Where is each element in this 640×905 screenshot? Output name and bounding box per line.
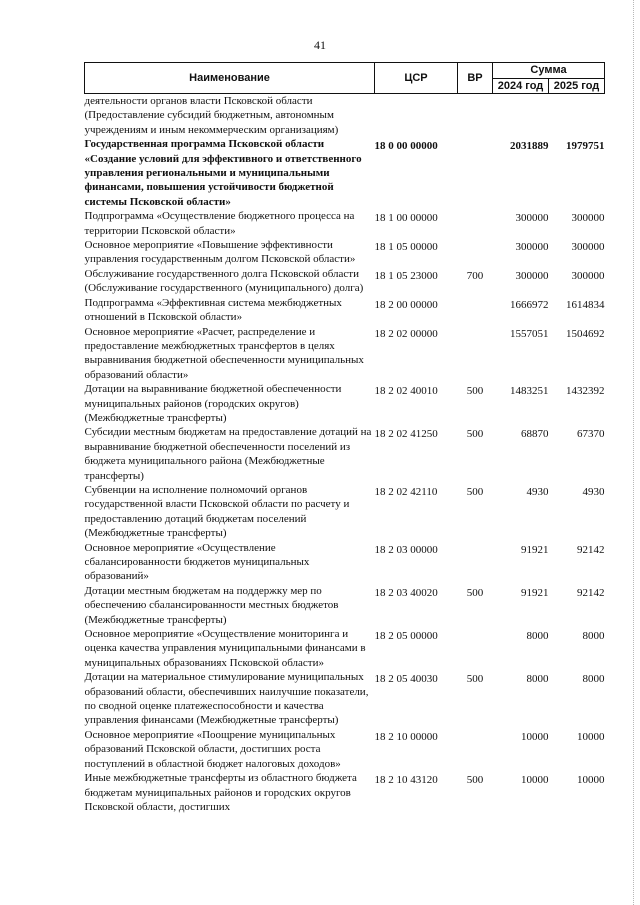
row-vr: 700: [466, 269, 484, 282]
table-row: [85, 296, 605, 325]
row-amount-2024: 8000: [526, 630, 549, 643]
row-amount-2025: [549, 94, 605, 138]
row-name: деятельности органов власти Псковской области (Предоставление субсидий бюджетным, автономным учреждениям и иным некоммерческим организациям): [84, 95, 339, 136]
row-vr: [458, 541, 493, 584]
row-csr: [375, 94, 458, 138]
table-row: [85, 325, 605, 383]
row-vr: [458, 209, 493, 238]
row-vr: [458, 627, 493, 670]
row-name: Субсидии местным бюджетам на предоставление дотаций на выравнивание бюджетной обеспеченности поселений из бюджета муниципального района (Межбюджетные трансферты): [84, 426, 372, 482]
table-row: [85, 670, 605, 728]
row-csr: 18 2 05 00000: [374, 630, 438, 643]
row-amount-2025: 92142: [577, 543, 605, 556]
table-row: [85, 94, 605, 138]
row-vr: [458, 94, 493, 138]
row-csr: 18 1 00 00000: [374, 212, 438, 225]
budget-sheet: [84, 62, 604, 814]
row-amount-2025: 67370: [577, 428, 605, 441]
row-amount-2025: 10000: [577, 730, 605, 743]
row-amount-2024: 300000: [515, 241, 549, 254]
row-csr: 18 2 00 00000: [374, 298, 438, 311]
table-row: [85, 483, 605, 541]
row-name: Иные межбюджетные трансферты из областного бюджета бюджетам муниципальных районов и городских округов Псковской области, достигших: [84, 772, 357, 813]
row-name: Основное мероприятие «Осуществление мониторинга и оценка качества управления муниципальными финансами в муниципальных образованиях Псковской области»: [84, 628, 366, 669]
row-name: Обслуживание государственного долга Псковской области (Обслуживание государственного (муниципального) долга): [84, 267, 364, 295]
row-amount-2025: 1979751: [566, 140, 605, 153]
row-amount-2024: 10000: [521, 774, 549, 787]
row-vr: [458, 296, 493, 325]
row-name: Государственная программа Псковской области «Создание условий для эффективного и ответственного управления региональными и муниципальными финансами, повышения устойчивости бюджетной системы Псковской области»: [84, 138, 362, 208]
row-vr: 500: [466, 774, 484, 787]
row-amount-2025: 1504692: [566, 327, 605, 340]
row-vr: [458, 728, 493, 771]
row-vr: 500: [466, 428, 484, 441]
row-amount-2024: 1483251: [510, 385, 549, 398]
row-amount-2025: 300000: [571, 269, 605, 282]
table-row: [85, 627, 605, 670]
row-amount-2025: 8000: [582, 630, 605, 643]
row-amount-2025: 8000: [582, 673, 605, 686]
row-vr: [458, 137, 493, 209]
table-row: [85, 382, 605, 425]
row-amount-2024: 91921: [521, 543, 549, 556]
table-row: [85, 584, 605, 627]
header-csr: ЦСР: [375, 63, 458, 94]
header-name: Наименование: [85, 63, 375, 94]
row-amount-2024: 300000: [515, 212, 549, 225]
row-amount-2025: 4930: [582, 485, 605, 498]
row-amount-2025: 92142: [577, 586, 605, 599]
row-vr: [458, 238, 493, 267]
table-row: [85, 541, 605, 584]
row-vr: 500: [466, 673, 484, 686]
table-body: [85, 94, 605, 815]
row-amount-2024: 10000: [521, 730, 549, 743]
row-csr: 18 2 03 40020: [374, 586, 438, 599]
header-vr: ВР: [458, 63, 493, 94]
row-csr: 18 2 03 00000: [374, 543, 438, 556]
page-edge-line: [633, 0, 635, 905]
row-amount-2024: 1557051: [510, 327, 549, 340]
header-sum: Сумма: [493, 63, 605, 79]
row-name: Дотации на материальное стимулирование муниципальных образований области, обеспечивших наилучшие показатели, по сводной оценке платежеспособности и качества управления финансами (Межбюджетные трансферты): [84, 671, 369, 727]
row-name: Дотации местным бюджетам на поддержку мер по обеспечению сбалансированности местных бюджетов (Межбюджетные трансферты): [84, 584, 339, 626]
row-amount-2024: 300000: [515, 269, 549, 282]
row-csr: 18 2 02 42110: [374, 485, 438, 498]
row-csr: 18 2 10 00000: [374, 730, 438, 743]
row-vr: 500: [466, 485, 484, 498]
table-row: [85, 771, 605, 814]
row-csr: 18 2 02 00000: [374, 327, 438, 340]
row-name: Основное мероприятие «Поощрение муниципальных образований Псковской области, достигших роста поступлений в областной бюджет налоговых доходов»: [84, 728, 341, 770]
row-amount-2024: [493, 94, 549, 138]
table-row: [85, 238, 605, 267]
page-number: 41: [314, 38, 326, 52]
table-row: [85, 425, 605, 483]
row-vr: 500: [466, 385, 484, 398]
row-amount-2024: 68870: [521, 428, 549, 441]
row-csr: 18 2 10 43120: [374, 774, 438, 787]
row-csr: 18 1 05 23000: [374, 269, 438, 282]
header-year-2025: 2025 год: [549, 78, 605, 94]
row-amount-2025: 10000: [577, 774, 605, 787]
row-amount-2024: 4930: [526, 485, 549, 498]
table-header: [85, 63, 605, 94]
row-name: Подпрограмма «Эффективная система межбюджетных отношений в Псковской области»: [84, 296, 342, 324]
row-amount-2024: 2031889: [510, 140, 549, 153]
budget-table: [84, 62, 605, 814]
row-csr: 18 2 02 40010: [374, 385, 438, 398]
row-csr: 18 2 05 40030: [374, 673, 438, 686]
row-name: Основное мероприятие «Расчет, распределение и предоставление межбюджетных трансфертов в целях выравнивания бюджетной обеспеченности муниципальных образований области»: [84, 325, 364, 381]
row-name: Основное мероприятие «Повышение эффективности управления государственным долгом Псковской области»: [84, 239, 356, 266]
table-row: [85, 728, 605, 771]
header-year-2024: 2024 год: [493, 78, 549, 94]
row-amount-2024: 1666972: [510, 298, 549, 311]
row-amount-2025: 1432392: [566, 385, 605, 398]
row-name: Основное мероприятие «Осуществление сбалансированности бюджетов муниципальных образований»: [84, 541, 310, 583]
row-vr: [458, 325, 493, 383]
row-amount-2025: 300000: [571, 241, 605, 254]
table-row: [85, 267, 605, 296]
row-amount-2025: 1614834: [566, 298, 605, 311]
row-csr: 18 2 02 41250: [374, 428, 438, 441]
row-amount-2024: 8000: [526, 673, 549, 686]
row-name: Субвенции на исполнение полномочий органов государственной власти Псковской области по расчету и предоставлению дотаций бюджетам поселений (Межбюджетные трансферты): [84, 483, 350, 540]
table-row: [85, 137, 605, 209]
row-amount-2024: 91921: [521, 586, 549, 599]
row-name: Дотации на выравнивание бюджетной обеспеченности муниципальных районов (городских округов) (Межбюджетные трансферты): [84, 383, 342, 424]
row-name: Подпрограмма «Осуществление бюджетного процесса на территории Псковской области»: [84, 210, 355, 237]
row-csr: 18 1 05 00000: [374, 241, 438, 254]
row-amount-2025: 300000: [571, 212, 605, 225]
row-csr: 18 0 00 00000: [374, 140, 438, 153]
row-vr: 500: [466, 586, 484, 599]
table-row: [85, 209, 605, 238]
